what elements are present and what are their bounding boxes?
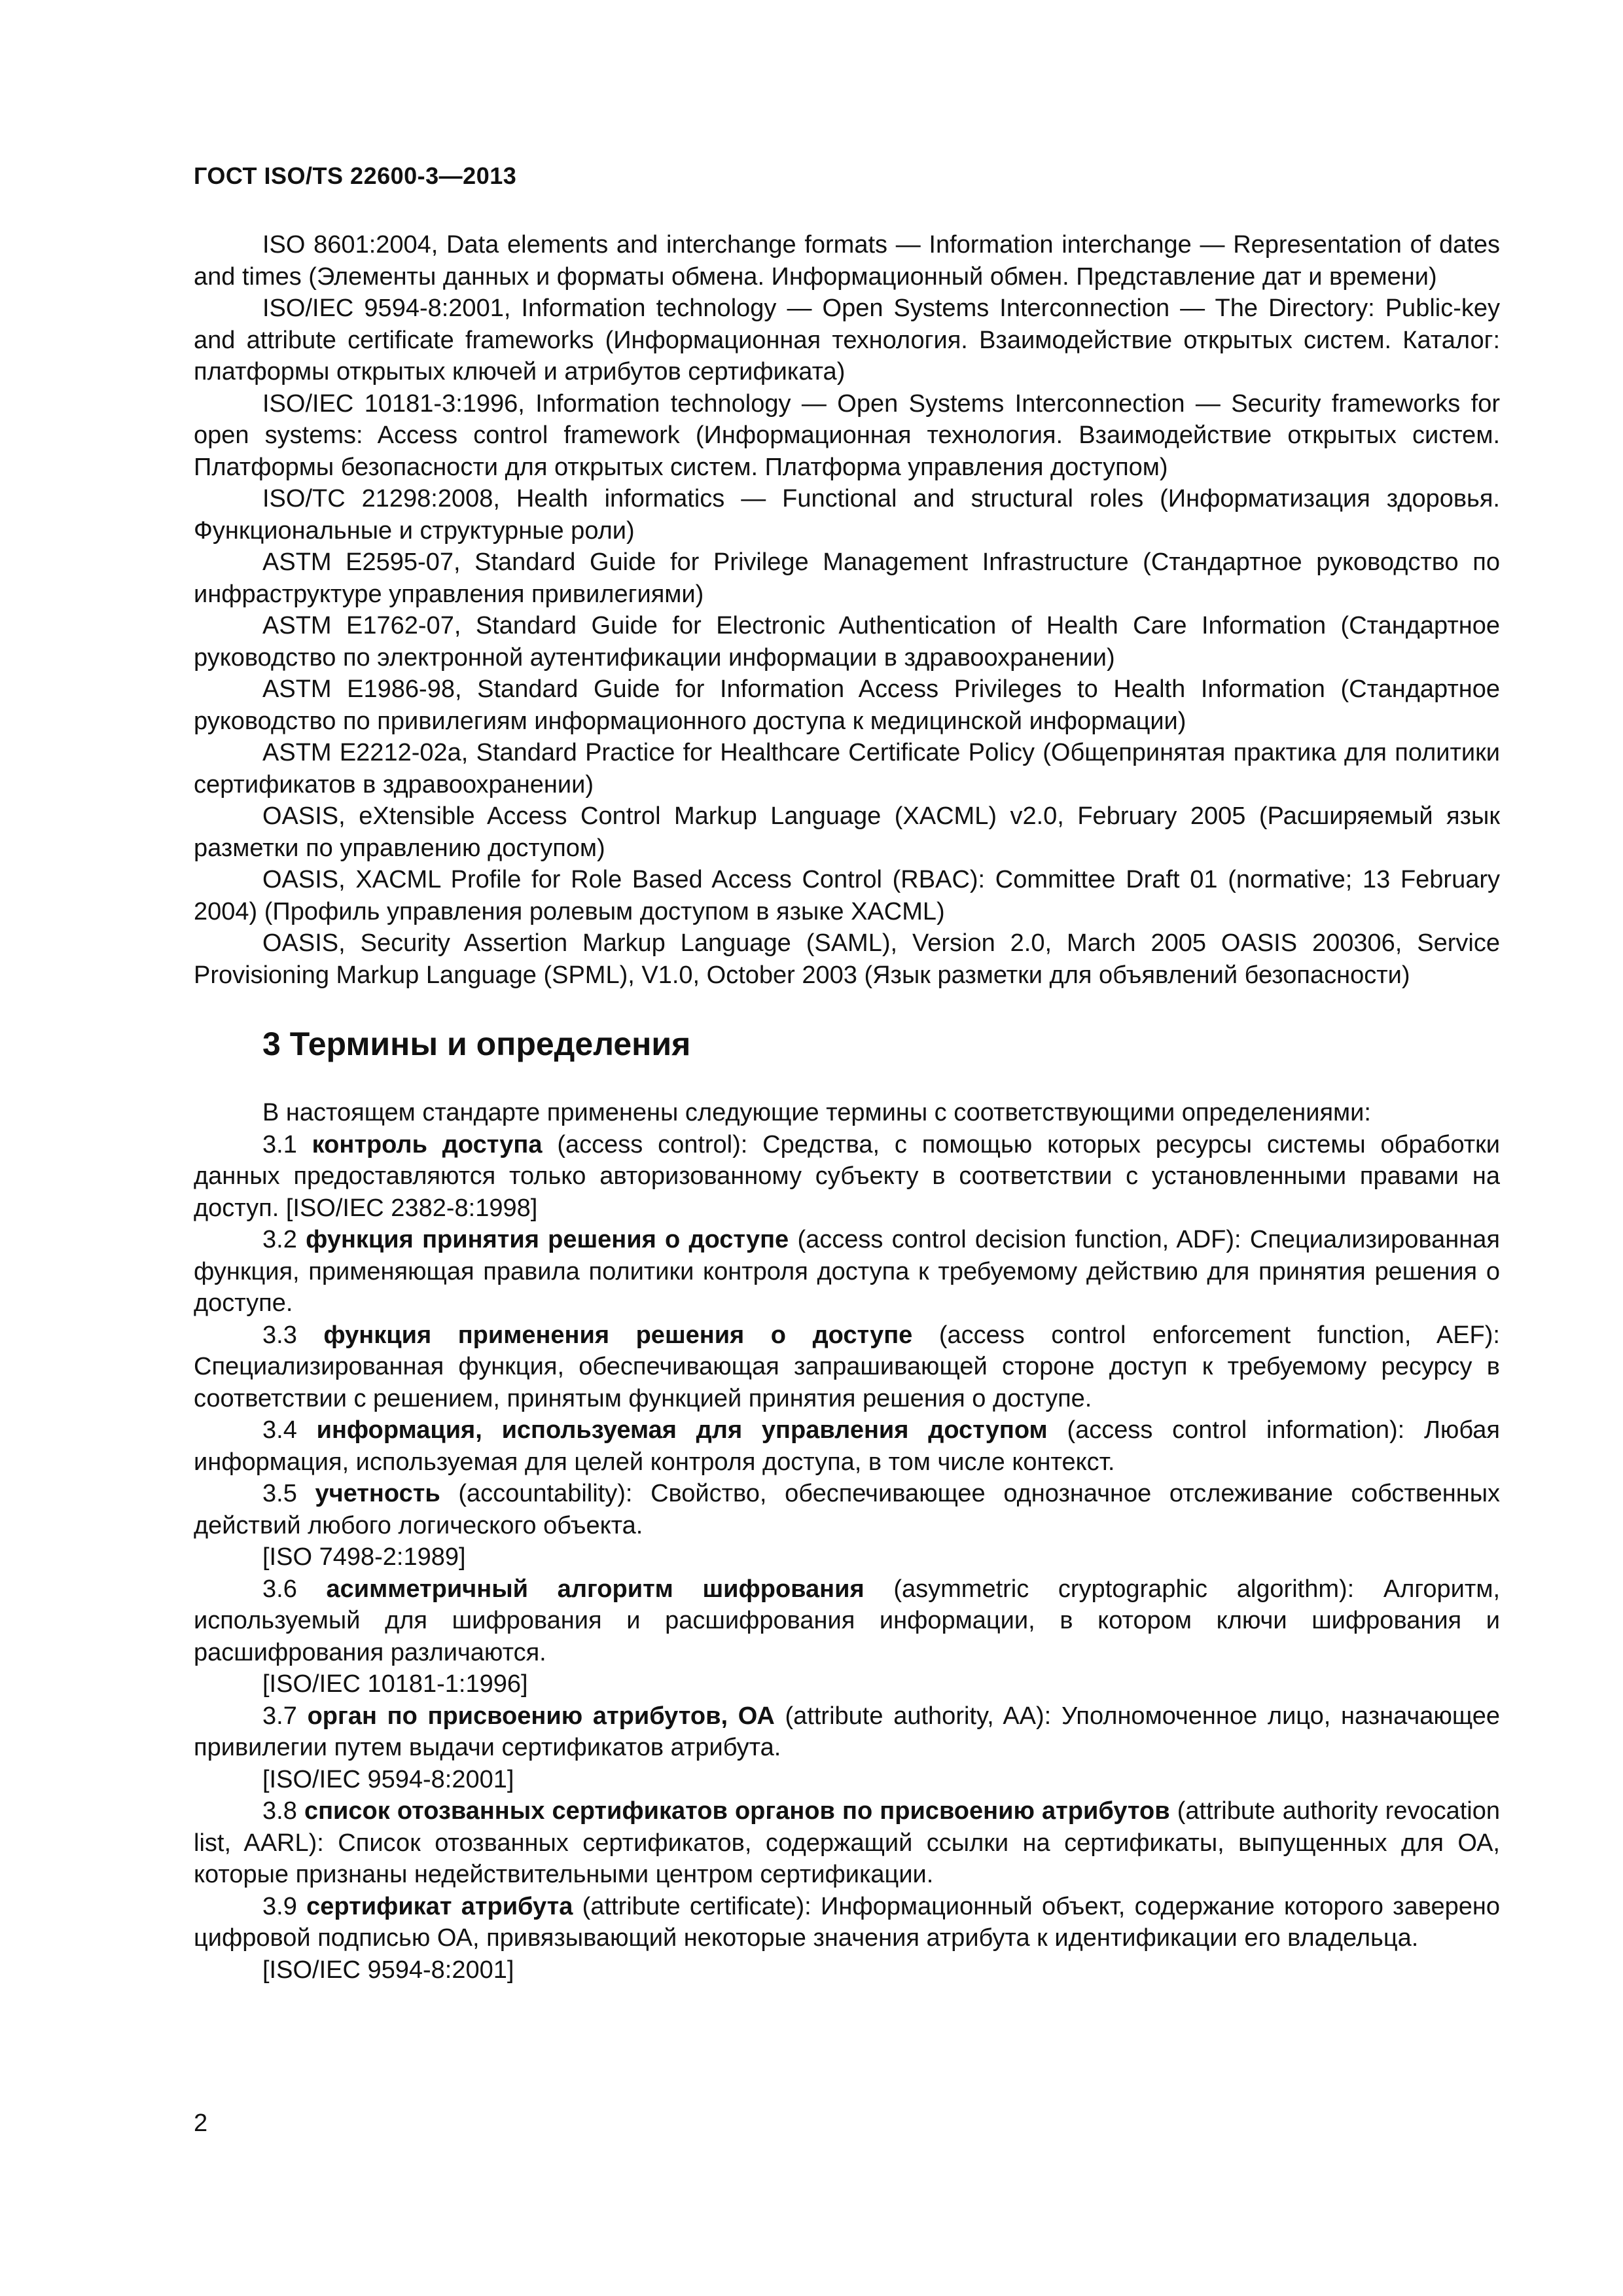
term-entry	[194, 1224, 1500, 1319]
reference-item: ISO/IEC 9594-8:2001, Information technology — Open Systems Interconnection — The Directory: Public-key and attribute certificate frameworks (Информационная технология. Взаимодействие открытых систем. Каталог: платформы открытых ключей и атрибутов сертификата)	[194, 295, 1500, 386]
term-reference: [ISO/IEC 10181-1:1996]	[262, 1670, 528, 1698]
term-title: учетность	[315, 1480, 440, 1507]
section-title: 3 Термины и определения	[262, 1026, 691, 1062]
term-number: 3.7	[262, 1702, 297, 1730]
term-reference: [ISO/IEC 9594-8:2001]	[262, 1956, 514, 1984]
term-title: орган по присвоению атрибутов, ОА	[307, 1702, 775, 1730]
document-header: ГОСТ ISO/TS 22600-3—2013	[194, 162, 517, 189]
page-content	[194, 229, 1500, 1986]
reference-item: ISO 8601:2004, Data elements and interchange formats — Information interchange — Representation of dates and times (Элементы данных и форматы обмена. Информационный обмен. Представление дат и времени)	[194, 231, 1500, 291]
term-entry	[194, 1414, 1500, 1478]
term-entry	[194, 1573, 1500, 1669]
term-definition: (access control information): Любая информация, используемая для целей контроля доступа, в том числе контекст.	[194, 1416, 1500, 1476]
term-entry	[194, 1795, 1500, 1891]
reference-item: OASIS, Security Assertion Markup Language (SAML), Version 2.0, March 2005 OASIS 200306, Service Provisioning Markup Language (SPML), V1.0, October 2003 (Язык разметки для объявлений безопасности)	[194, 929, 1500, 989]
section-intro: В настоящем стандарте применены следующие термины с соответствующими определениями:	[262, 1099, 1371, 1126]
term-reference: [ISO 7498-2:1989]	[262, 1543, 466, 1571]
reference-item: ISO/TC 21298:2008, Health informatics — Functional and structural roles (Информатизация здоровья. Функциональные и структурные роли)	[194, 485, 1500, 545]
page-number: 2	[194, 2109, 208, 2137]
reference-item: ASTM E2595-07, Standard Guide for Privilege Management Infrastructure (Стандартное руководство по инфраструктуре управления привилегиями)	[194, 548, 1500, 608]
term-number: 3.1	[262, 1130, 297, 1158]
term-definition: (access control enforcement function, AEF): Специализированная функция, обеспечивающая запрашивающей стороне доступ к требуемому ресурсу в соответствии с решением, принятым функцией принятия решения о доступе.	[194, 1321, 1500, 1412]
term-entry	[194, 1700, 1500, 1764]
reference-item: OASIS, XACML Profile for Role Based Access Control (RBAC): Committee Draft 01 (normative; 13 February 2004) (Профиль управления ролевым доступом в языке XACML)	[194, 866, 1500, 925]
term-title: асимметричный алгоритм шифрования	[326, 1575, 865, 1603]
reference-item: ASTM E2212-02a, Standard Practice for Healthcare Certificate Policy (Общепринятая практика для политики сертификатов в здравоохранении)	[194, 739, 1500, 798]
reference-item: ASTM E1986-98, Standard Guide for Information Access Privileges to Health Information (Стандартное руководство по привилегиям информационного доступа к медицинской информации)	[194, 675, 1500, 735]
term-title: функция принятия решения о доступе	[306, 1226, 789, 1253]
term-title: функция применения решения о доступе	[323, 1321, 913, 1349]
term-number: 3.3	[262, 1321, 297, 1349]
term-definition: (asymmetric cryptographic algorithm): Алгоритм, используемый для шифрования и расшифрования информации, в котором ключи шифрования и расшифрования различаются.	[194, 1575, 1500, 1666]
term-number: 3.9	[262, 1892, 297, 1920]
term-entry	[194, 1129, 1500, 1225]
reference-item: ASTM E1762-07, Standard Guide for Electronic Authentication of Health Care Information (Стандартное руководство по электронной аутентификации информации в здравоохранении)	[194, 612, 1500, 672]
reference-item: OASIS, eXtensible Access Control Markup Language (XACML) v2.0, February 2005 (Расширяемый язык разметки по управлению доступом)	[194, 802, 1500, 862]
term-definition: (attribute authority revocation list, AARL): Список отозванных сертификатов, содержащий ссылки на сертификаты, выпущенных для ОА, которые признаны недействительными центром сертификации.	[194, 1797, 1501, 1888]
term-number: 3.5	[262, 1480, 297, 1507]
term-title: сертификат атрибута	[306, 1892, 573, 1920]
term-entry	[194, 1891, 1500, 1954]
term-definition: (access control): Средства, с помощью которых ресурсы системы обработки данных предоставляются только авторизованному субъекту в соответствии с установленными правами на доступ. [ISO/IEC 2382-8:1998]	[194, 1130, 1500, 1222]
term-number: 3.4	[262, 1416, 297, 1444]
term-reference: [ISO/IEC 9594-8:2001]	[262, 1765, 514, 1793]
term-definition: (attribute authority, AA): Уполномоченное лицо, назначающее привилегии путем выдачи сертификатов атрибута.	[194, 1702, 1500, 1761]
term-number: 3.8	[262, 1797, 297, 1825]
term-definition: (access control decision function, ADF): Специализированная функция, применяющая правила политики контроля доступа к требуемому действию для принятия решения о доступе.	[194, 1226, 1500, 1317]
term-entry	[194, 1319, 1500, 1415]
term-definition: (accountability): Свойство, обеспечивающее однозначное отслеживание собственных действий любого логического объекта.	[194, 1480, 1501, 1539]
term-definition: (attribute certificate): Информационный объект, содержание которого заверено цифровой подписью ОА, привязывающий некоторые значения атрибута к идентификации его владельца.	[194, 1892, 1501, 1952]
term-title: список отозванных сертификатов органов по присвоению атрибутов	[304, 1797, 1170, 1825]
reference-item: ISO/IEC 10181-3:1996, Information technology — Open Systems Interconnection — Security frameworks for open systems: Access control framework (Информационная технология. Взаимодействие открытых систем. Платформы безопасности для открытых систем. Платформа управления доступом)	[194, 389, 1500, 481]
term-title: контроль доступа	[312, 1130, 543, 1158]
term-title: информация, используемая для управления доступом	[316, 1416, 1048, 1444]
term-number: 3.6	[262, 1575, 297, 1603]
term-entry	[194, 1478, 1500, 1541]
term-number: 3.2	[262, 1226, 297, 1253]
